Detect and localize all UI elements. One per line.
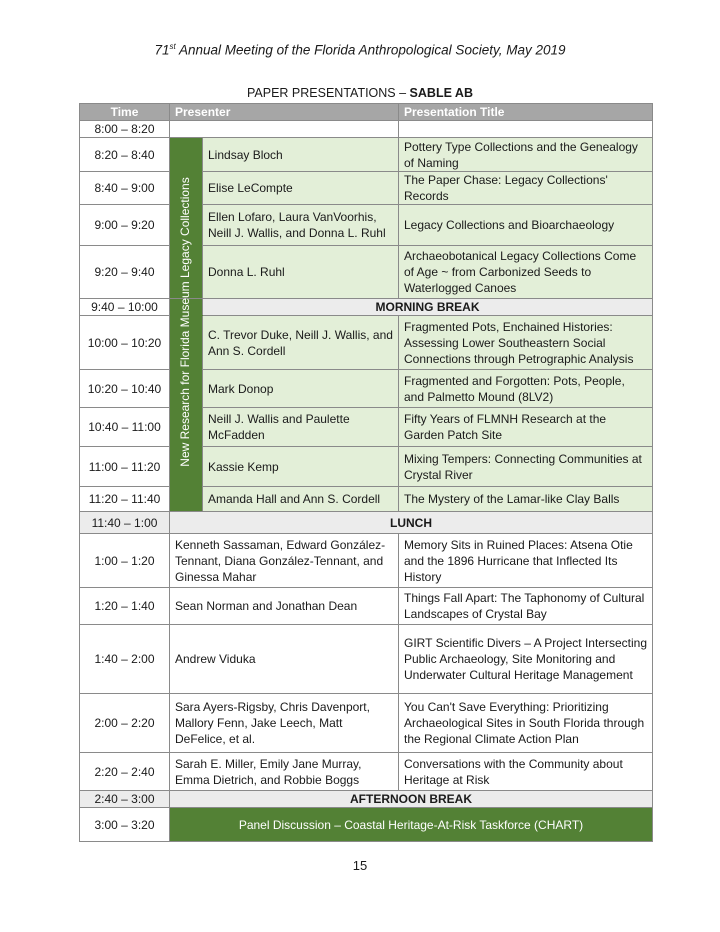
time-cell: 9:00 – 9:20 [80,205,170,246]
header-text: Annual Meeting of the Florida Anthropological Society, May 2019 [175,42,566,58]
time-cell: 2:20 – 2:40 [80,753,170,791]
presenter-cell: Sarah E. Miller, Emily Jane Murray, Emma Dietrich, and Robbie Boggs [170,753,399,791]
presenter-cell: Kenneth Sassaman, Edward González-Tennant, Diana González-Tennant, and Ginessa Mahar [170,534,399,588]
time-cell: 8:40 – 9:00 [80,172,170,205]
time-cell: 8:20 – 8:40 [80,138,170,172]
title-cell: Mixing Tempers: Connecting Communities at Crystal River [399,447,653,487]
table-row [80,121,653,138]
title-cell: Things Fall Apart: The Taphonomy of Cultural Landscapes of Crystal Bay [399,588,653,625]
afternoon-break-label: AFTERNOON BREAK [170,791,653,808]
time-cell: 9:20 – 9:40 [80,246,170,299]
title-cell: Fragmented and Forgotten: Pots, People, and Palmetto Mound (8LV2) [399,370,653,408]
page-number: 15 [352,858,368,873]
time-cell: 10:00 – 10:20 [80,316,170,370]
table-row [80,408,653,447]
time-cell: 1:00 – 1:20 [80,534,170,588]
table-row [80,172,653,205]
title-cell: Conversations with the Community about Heritage at Risk [399,753,653,791]
presenter-cell: Sean Norman and Jonathan Dean [170,588,399,625]
title-cell: Legacy Collections and Bioarchaeology [399,205,653,246]
time-cell: 11:20 – 11:40 [80,487,170,512]
presenter-cell: C. Trevor Duke, Neill J. Wallis, and Ann S. Cordell [203,316,399,370]
lunch-label: LUNCH [170,512,653,534]
panel-discussion-label: Panel Discussion – Coastal Heritage-At-Risk Taskforce (CHART) [170,808,653,842]
presenter-cell: Ellen Lofaro, Laura VanVoorhis, Neill J. Wallis, and Donna L. Ruhl [203,205,399,246]
title-cell: Memory Sits in Ruined Places: Atsena Otie and the 1896 Hurricane that Inflected Its History [399,534,653,588]
time-cell: 1:40 – 2:00 [80,625,170,694]
presenter-cell: Mark Donop [203,370,399,408]
column-header-time: Time [80,104,170,121]
table-row [80,588,653,625]
table-row [80,447,653,487]
title-cell: You Can't Save Everything: Prioritizing Archaeological Sites in South Florida through the Regional Climate Action Plan [399,694,653,753]
time-cell: 2:40 – 3:00 [80,791,170,808]
column-header-presenter: Presenter [170,104,399,121]
time-cell: 8:00 – 8:20 [80,121,170,138]
header-ordinal: 71 [154,42,170,58]
break-row [80,791,653,808]
presenter-cell [170,121,399,138]
column-header-title: Presentation Title [399,104,653,121]
break-row [80,512,653,534]
page-header [0,42,720,58]
morning-break-label: MORNING BREAK [203,299,653,316]
section-title [0,86,720,100]
table-row [80,138,653,172]
presenter-cell: Amanda Hall and Ann S. Cordell [203,487,399,512]
presenter-cell: Donna L. Ruhl [203,246,399,299]
session-label-text: New Research for Florida Museum Legacy Collections [178,177,192,467]
table-row [80,205,653,246]
time-cell: 2:00 – 2:20 [80,694,170,753]
presenter-cell: Kassie Kemp [203,447,399,487]
table-row [80,316,653,370]
title-cell: GIRT Scientific Divers – A Project Intersecting Public Archaeology, Site Monitoring and Underwater Cultural Heritage Management [399,625,653,694]
time-cell: 11:40 – 1:00 [80,512,170,534]
section-room: SABLE AB [409,86,473,100]
presenter-cell: Neill J. Wallis and Paulette McFadden [203,408,399,447]
time-cell: 11:00 – 11:20 [80,447,170,487]
table-row [80,753,653,791]
presenter-cell: Elise LeCompte [203,172,399,205]
time-cell: 10:40 – 11:00 [80,408,170,447]
presenter-cell: Lindsay Bloch [203,138,399,172]
title-cell: Archaeobotanical Legacy Collections Come of Age ~ from Carbonized Seeds to Waterlogged Canoes [399,246,653,299]
title-cell: Fifty Years of FLMNH Research at the Garden Patch Site [399,408,653,447]
table-row [80,487,653,512]
table-row [80,246,653,299]
section-prefix: PAPER PRESENTATIONS – [247,86,410,100]
time-cell: 9:40 – 10:00 [80,299,170,316]
title-cell: The Paper Chase: Legacy Collections' Records [399,172,653,205]
table-row [80,625,653,694]
schedule-table [79,103,653,842]
title-cell [399,121,653,138]
break-row [80,299,653,316]
presenter-cell: Sara Ayers-Rigsby, Chris Davenport, Mallory Fenn, Jake Leech, Matt DeFelice, et al. [170,694,399,753]
title-cell: Fragmented Pots, Enchained Histories: Assessing Lower Southeastern Social Connections through Petrographic Analysis [399,316,653,370]
header-ordinal-suffix: st [169,42,176,51]
panel-row [80,808,653,842]
title-cell: The Mystery of the Lamar-like Clay Balls [399,487,653,512]
time-cell: 1:20 – 1:40 [80,588,170,625]
time-cell: 10:20 – 10:40 [80,370,170,408]
table-row [80,694,653,753]
table-header-row [80,104,653,121]
time-cell: 3:00 – 3:20 [80,808,170,842]
table-row [80,370,653,408]
table-row [80,534,653,588]
title-cell: Pottery Type Collections and the Genealogy of Naming [399,138,653,172]
presenter-cell: Andrew Viduka [170,625,399,694]
